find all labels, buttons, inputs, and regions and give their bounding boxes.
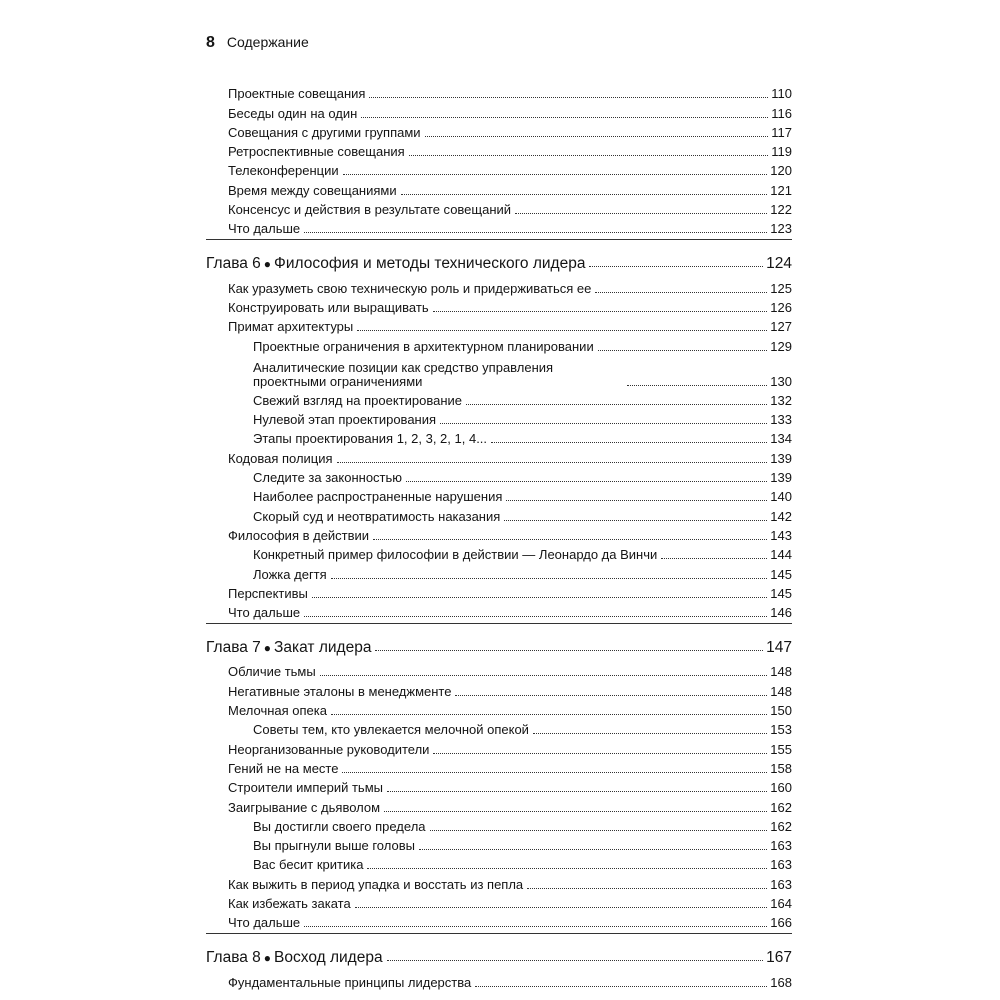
toc-entry-title: Гений не на месте [228, 760, 339, 776]
toc-entry [206, 911, 792, 930]
dot-leader [384, 811, 767, 812]
toc-entry-title: Конкретный пример философии в действии — Леонардо да Винчи [253, 547, 658, 563]
toc-entry [206, 198, 792, 217]
dot-leader [367, 868, 767, 869]
toc-entry-title: Философия в действии [228, 527, 370, 543]
toc-subentry [206, 427, 792, 446]
chapter-bullet: ● [263, 641, 272, 656]
toc-entry-page: 110 [771, 86, 792, 102]
toc-chapter-title-group [206, 257, 585, 271]
dot-leader [595, 292, 767, 293]
toc-entry-page: 163 [770, 876, 792, 892]
toc-entry [206, 757, 792, 776]
toc-entry-title: Аналитические позиции как средство управления проектными ограничениями [253, 359, 554, 389]
toc-subentry [206, 504, 792, 523]
toc-entry-page: 155 [770, 741, 792, 757]
toc-subentry [206, 562, 792, 581]
toc-entry-page: 122 [770, 202, 792, 218]
dot-leader [406, 481, 767, 482]
chapter-divider [206, 623, 792, 624]
toc-entry-title: Перспективы [228, 585, 308, 601]
toc-entry-page: 164 [770, 895, 792, 911]
chapter-title: Философия и методы технического лидера [274, 255, 586, 273]
toc-entry-page: 139 [770, 450, 792, 466]
toc-entry [206, 315, 792, 334]
dot-leader [343, 174, 768, 175]
toc-entry-page: 121 [770, 182, 792, 198]
toc-entry-title: Как уразуметь свою техническую роль и придерживаться ее [228, 280, 592, 296]
dot-leader [425, 136, 769, 137]
toc-entry-title: Консенсус и действия в результате совещаний [228, 202, 512, 218]
toc-entry-page: 120 [770, 163, 792, 179]
toc-entry-page: 140 [770, 489, 792, 505]
toc-entry [206, 872, 792, 891]
toc-entry [206, 970, 792, 989]
toc-entry-page: 150 [770, 703, 792, 719]
toc-chapter-entry [206, 946, 792, 965]
chapter-number: Глава 7 [206, 639, 261, 657]
running-title: Содержание [226, 34, 309, 50]
toc-entry-page: 167 [766, 949, 792, 967]
toc-subentry [206, 466, 792, 485]
toc-entry-page: 116 [771, 105, 792, 121]
toc-entry-page: 166 [770, 915, 792, 931]
toc-entry-title: Время между совещаниями [228, 182, 397, 198]
toc-entry-title: Скорый суд и неотвратимость наказания [253, 508, 501, 524]
toc-entry [206, 101, 792, 120]
toc-subentry [206, 389, 792, 408]
dot-leader [361, 117, 768, 118]
toc-entry-title: Следите за законностью [253, 470, 403, 486]
toc-entry-page: 125 [770, 280, 792, 296]
toc-subentry [206, 834, 792, 853]
toc-entry-title: Беседы один на один [228, 105, 358, 121]
toc-entry [206, 737, 792, 756]
chapter-title: Восход лидера [274, 949, 383, 967]
dot-leader [506, 500, 767, 501]
page-number: 8 [206, 34, 215, 51]
toc-entry-page: 153 [770, 722, 792, 738]
toc-entry-title: Совещания с другими группами [228, 124, 421, 140]
dot-leader [419, 849, 767, 850]
toc-entry [206, 699, 792, 718]
dot-leader [304, 926, 767, 927]
dot-leader [337, 462, 768, 463]
toc-entry-page: 162 [770, 799, 792, 815]
toc-entry-page: 163 [770, 838, 792, 854]
dot-leader [331, 714, 767, 715]
toc-entry-page: 134 [770, 431, 792, 447]
toc-chapter-entry [206, 252, 792, 271]
toc-entry-title: Кодовая полиция [228, 450, 333, 466]
toc-entry-title: Негативные эталоны в менеджменте [228, 683, 452, 699]
toc-entry-title: Что дальше [228, 605, 301, 621]
toc-entry [206, 892, 792, 911]
dot-leader [515, 213, 767, 214]
toc-entry-page: 146 [770, 605, 792, 621]
toc-entry-page: 126 [770, 299, 792, 315]
toc-entry [206, 296, 792, 315]
toc-subentry [206, 485, 792, 504]
toc-entry [206, 140, 792, 159]
dot-leader [475, 986, 767, 987]
dot-leader [504, 520, 767, 521]
chapter-divider [206, 933, 792, 934]
toc-entry-page: 148 [770, 664, 792, 680]
dot-leader [455, 695, 767, 696]
toc-entry-page: 143 [770, 527, 792, 543]
dot-leader [304, 616, 767, 617]
toc-entry-page: 139 [770, 470, 792, 486]
toc-entry-title: Телеконференции [228, 163, 339, 179]
toc-entry-page: 145 [770, 585, 792, 601]
chapter-divider [206, 239, 792, 240]
toc-entry-title: Советы тем, кто увлекается мелочной опекой [253, 722, 529, 738]
toc-entry [206, 446, 792, 465]
table-of-contents [206, 82, 792, 990]
toc-entry [206, 178, 792, 197]
dot-leader [433, 311, 768, 312]
toc-subentry [206, 334, 792, 353]
chapter-bullet: ● [263, 951, 272, 966]
toc-entry-page: 133 [770, 412, 792, 428]
toc-entry [206, 795, 792, 814]
dot-leader [661, 558, 767, 559]
toc-chapter-title-group [206, 641, 371, 655]
toc-entry-page: 163 [770, 857, 792, 873]
toc-entry-title: Ретроспективные совещания [228, 144, 405, 160]
chapter-number: Глава 8 [206, 949, 261, 967]
dot-leader [589, 266, 763, 267]
toc-entry-page: 127 [770, 319, 792, 335]
toc-entry-title: Примат архитектуры [228, 319, 354, 335]
toc-entry-title: Мелочная опека [228, 703, 327, 719]
toc-entry [206, 776, 792, 795]
toc-entry-title: Проектные совещания [228, 86, 366, 102]
dot-leader [320, 675, 768, 676]
toc-entry-page: 162 [770, 818, 792, 834]
toc-entry-title: Заигрывание с дьяволом [228, 799, 381, 815]
chapter-number: Глава 6 [206, 255, 261, 273]
toc-subentry [206, 543, 792, 562]
toc-chapter-entry [206, 636, 792, 655]
dot-leader [433, 753, 767, 754]
toc-entry [206, 276, 792, 295]
toc-entry [206, 217, 792, 236]
dot-leader [409, 155, 769, 156]
toc-entry-page: 119 [771, 144, 792, 160]
toc-entry-page: 144 [770, 547, 792, 563]
toc-entry-page: 160 [770, 780, 792, 796]
toc-entry-title: Строители империй тьмы [228, 780, 383, 796]
dot-leader [312, 597, 767, 598]
toc-entry-title: Конструировать или выращивать [228, 299, 429, 315]
dot-leader [342, 772, 767, 773]
dot-leader [466, 404, 767, 405]
dot-leader [375, 650, 763, 651]
toc-entry [206, 660, 792, 679]
toc-entry-page: 117 [771, 124, 792, 140]
toc-entry [206, 582, 792, 601]
dot-leader [491, 442, 767, 443]
dot-leader [355, 907, 768, 908]
toc-chapter-title-group [206, 951, 383, 965]
dot-leader [533, 733, 767, 734]
toc-entry-title: Вы прыгнули выше головы [253, 838, 415, 854]
toc-entry-page: 147 [766, 639, 792, 657]
dot-leader [401, 194, 768, 195]
toc-entry-page: 168 [770, 974, 792, 990]
toc-entry-title: Вас бесит критика [253, 857, 364, 873]
toc-entry-title: Фундаментальные принципы лидерства [228, 974, 472, 990]
dot-leader [430, 830, 768, 831]
toc-entry-page: 148 [770, 683, 792, 699]
toc-entry-title: Ложка дегтя [253, 566, 327, 582]
toc-entry-title: Свежий взгляд на проектирование [253, 392, 462, 408]
toc-subentry [206, 815, 792, 834]
toc-entry-title: Наиболее распространенные нарушения [253, 489, 503, 505]
toc-subentry [206, 354, 792, 389]
dot-leader [387, 791, 767, 792]
dot-leader [373, 539, 767, 540]
toc-entry-page: 132 [770, 392, 792, 408]
toc-entry [206, 82, 792, 101]
toc-subentry [206, 718, 792, 737]
dot-leader [357, 330, 767, 331]
toc-entry-title: Этапы проектирования 1, 2, 3, 2, 1, 4... [253, 431, 488, 447]
chapter-bullet: ● [263, 257, 272, 272]
toc-entry-page: 145 [770, 566, 792, 582]
toc-subentry [206, 408, 792, 427]
toc-entry-title: Проектные ограничения в архитектурном планировании [253, 338, 594, 354]
toc-entry-page: 124 [766, 255, 792, 273]
toc-entry-title: Нулевой этап проектирования [253, 412, 437, 428]
toc-entry [206, 679, 792, 698]
toc-entry-page: 123 [770, 221, 792, 237]
toc-entry [206, 524, 792, 543]
toc-entry-page: 142 [770, 508, 792, 524]
toc-entry-title: Как выжить в период упадка и восстать из пепла [228, 876, 524, 892]
chapter-title: Закат лидера [274, 639, 372, 657]
dot-leader [440, 423, 767, 424]
toc-entry [206, 121, 792, 140]
dot-leader [387, 960, 764, 961]
toc-entry-title: Неорганизованные руководители [228, 741, 430, 757]
dot-leader [304, 232, 767, 233]
dot-leader [627, 385, 767, 386]
dot-leader [598, 350, 768, 351]
toc-entry-title: Обличие тьмы [228, 664, 316, 680]
toc-entry [206, 601, 792, 620]
toc-entry-title: Как избежать заката [228, 895, 351, 911]
toc-entry-title: Вы достигли своего предела [253, 818, 426, 834]
page-header [206, 34, 309, 56]
dot-leader [527, 888, 767, 889]
toc-entry-title: Что дальше [228, 221, 301, 237]
dot-leader [331, 578, 768, 579]
toc-entry-title: Что дальше [228, 915, 301, 931]
toc-entry-page: 130 [770, 373, 792, 389]
dot-leader [369, 97, 768, 98]
toc-subentry [206, 853, 792, 872]
toc-entry-page: 129 [770, 338, 792, 354]
toc-entry [206, 159, 792, 178]
toc-entry-page: 158 [770, 760, 792, 776]
